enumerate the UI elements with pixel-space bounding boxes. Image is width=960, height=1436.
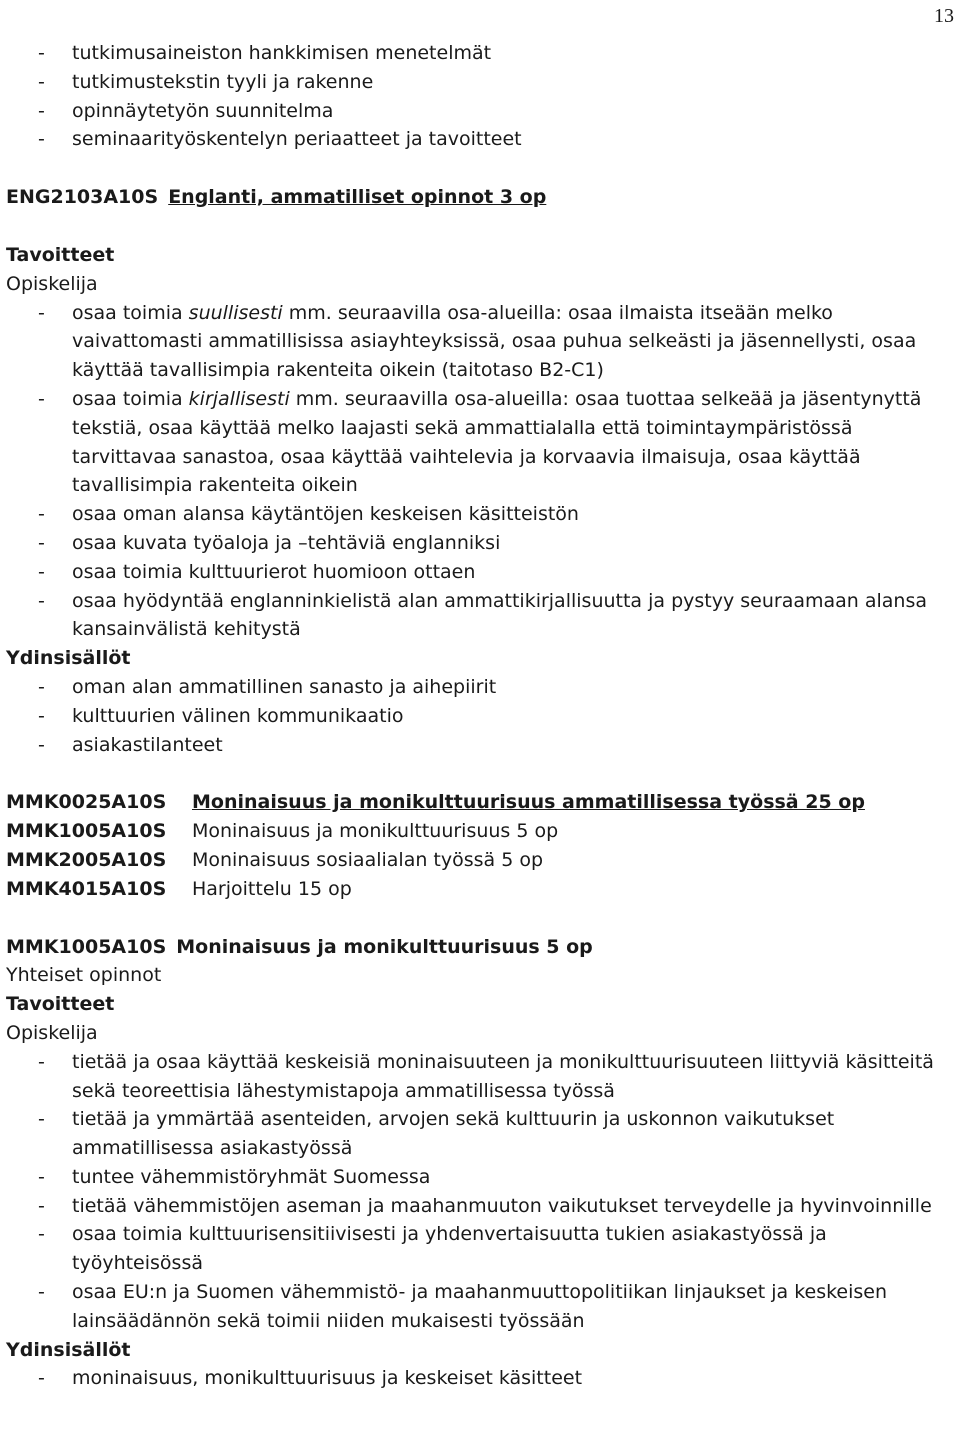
document-body <box>6 39 954 1393</box>
list-item: - tietää vähemmistöjen aseman ja maahanmuuton vaikutukset terveydelle ja hyvinvoinnille <box>6 1192 954 1221</box>
item-text: osaa toimia <box>72 301 189 324</box>
spacer <box>6 904 954 933</box>
module-code: MMK2005A10S <box>6 848 167 871</box>
course-heading-eng <box>6 183 954 212</box>
list-item: - opinnäytetyön suunnitelma <box>6 97 954 126</box>
module-name: Moninaisuus ja monikulttuurisuus ammatillisessa työssä 25 op <box>192 791 865 814</box>
goals-heading: Tavoitteet <box>6 243 115 266</box>
list-item: - tutkimustekstin tyyli ja rakenne <box>6 68 954 97</box>
course-title: Moninaisuus ja monikulttuurisuus 5 op <box>176 935 593 958</box>
module-code: MMK4015A10S <box>6 877 167 900</box>
spacer <box>6 759 954 788</box>
list-item: - osaa hyödyntää englanninkielistä alan ammattikirjallisuutta ja pystyy seuraamaan alansa kansainvälistä kehitystä <box>6 587 954 645</box>
list-item <box>6 299 954 385</box>
course-code: ENG2103A10S <box>6 186 159 209</box>
mmk-goals-list <box>6 1048 954 1336</box>
content-heading: Ydinsisällöt <box>6 647 131 670</box>
item-text: osaa toimia <box>72 387 189 410</box>
list-item: - tietää ja ymmärtää asenteiden, arvojen sekä kulttuurin ja uskonnon vaikutukset ammatillisessa asiakastyössä <box>6 1105 954 1163</box>
list-item: - kulttuurien välinen kommunikaatio <box>6 702 954 731</box>
module-name: Harjoittelu 15 op <box>192 877 352 900</box>
list-item: - osaa oman alansa käytäntöjen keskeisen käsitteistön <box>6 500 954 529</box>
list-item: - tietää ja osaa käyttää keskeisiä moninaisuuteen ja monikulttuurisuuteen liittyviä käsitteitä sekä teoreettisia lähestymistapoja ammatillisessa työssä <box>6 1048 954 1106</box>
list-item: - seminaarityöskentelyn periaatteet ja tavoitteet <box>6 125 954 154</box>
spacer <box>6 212 954 241</box>
list-item: - tuntee vähemmistöryhmät Suomessa <box>6 1163 954 1192</box>
item-text: mm. seuraavilla osa-alueilla: osaa tuottaa selkeää ja jäsentynyttä tekstiä, osaa käyttää melko laajasti sekä ammattialalla että toimintaympäristössä tarvittavaa sanastoa, osaa käyttää vaihtelevia ja korvaavia ilmaisuja, osaa käyttää tavallisimpia rakenteita oikein <box>72 387 922 497</box>
student-heading: Opiskelija <box>6 272 98 295</box>
course-code: MMK1005A10S <box>6 935 167 958</box>
emphasis: suullisesti <box>188 301 283 324</box>
list-item: - asiakastilanteet <box>6 731 954 760</box>
module-code: MMK1005A10S <box>6 820 167 843</box>
list-item <box>6 385 954 500</box>
list-item: - oman alan ammatillinen sanasto ja aihepiirit <box>6 673 954 702</box>
list-item: - osaa toimia kulttuurisensitiivisesti ja yhdenvertaisuutta tukien asiakastyössä ja työyhteisössä <box>6 1220 954 1278</box>
spacer <box>6 154 954 183</box>
page-number: 13 <box>934 5 954 27</box>
top-list <box>6 39 954 154</box>
eng-goals-list <box>6 299 954 645</box>
item-text: mm. seuraavilla osa-alueilla: osaa ilmaista itseään melko vaivattomasti ammatillisissa asiayhteyksissä, osaa puhua selkeästi ja jäsennellysti, osaa käyttää tavallisimpia rakenteita oikein (taitotaso B2-C1) <box>72 301 917 382</box>
module-table <box>6 788 954 903</box>
mmk-content-list <box>6 1364 954 1393</box>
list-item: - tutkimusaineiston hankkimisen menetelmät <box>6 39 954 68</box>
eng-content-list <box>6 673 954 759</box>
content-heading: Ydinsisällöt <box>6 1338 131 1361</box>
emphasis: kirjallisesti <box>188 387 290 410</box>
course-subtitle: Yhteiset opinnot <box>6 964 162 987</box>
module-code: MMK0025A10S <box>6 791 167 814</box>
course-title: Englanti, ammatilliset opinnot 3 op <box>168 186 547 209</box>
module-name: Moninaisuus sosiaalialan työssä 5 op <box>192 848 544 871</box>
student-heading: Opiskelija <box>6 1021 98 1044</box>
list-item: - osaa kuvata työaloja ja –tehtäviä englanniksi <box>6 529 954 558</box>
course-heading-mmk1005 <box>6 933 954 962</box>
module-name: Moninaisuus ja monikulttuurisuus 5 op <box>192 820 559 843</box>
list-item: - moninaisuus, monikulttuurisuus ja keskeiset käsitteet <box>6 1364 954 1393</box>
list-item: - osaa toimia kulttuurierot huomioon ottaen <box>6 558 954 587</box>
list-item: - osaa EU:n ja Suomen vähemmistö- ja maahanmuuttopolitiikan linjaukset ja keskeisen lainsäädännön sekä toimii niiden mukaisesti työssään <box>6 1278 954 1336</box>
goals-heading: Tavoitteet <box>6 993 115 1016</box>
